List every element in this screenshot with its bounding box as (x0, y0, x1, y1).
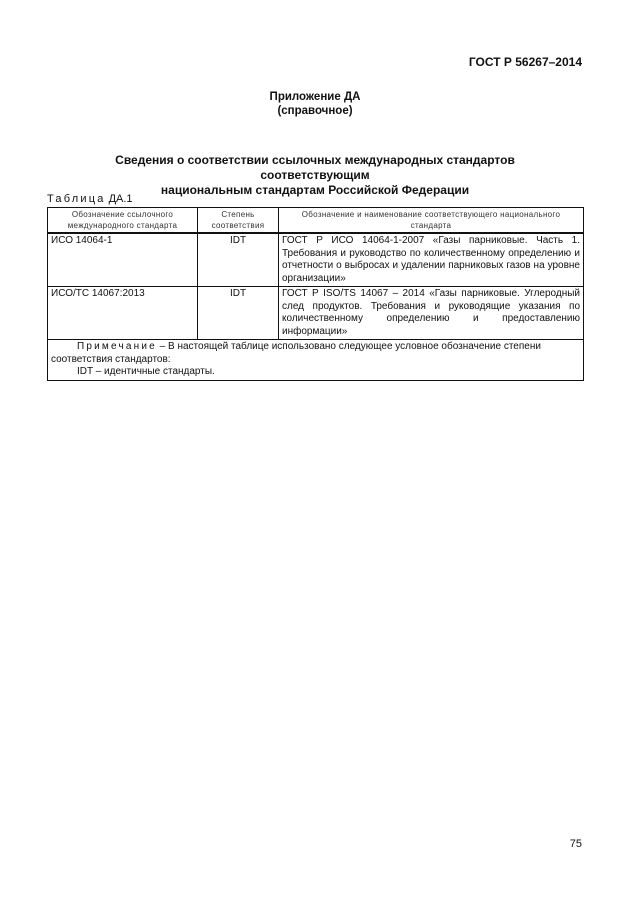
cell-degree: IDT (198, 287, 279, 340)
header-degree (198, 208, 279, 234)
cell-degree: IDT (198, 233, 279, 287)
appendix-subtitle: (справочное) (277, 105, 353, 117)
header-international-standard (48, 208, 198, 234)
table-note-row (48, 340, 584, 381)
table-caption (47, 193, 133, 205)
note-label: Примечание (77, 341, 157, 352)
cell-national: ГОСТ Р ISO/TS 14067 – 2014 «Газы парниковые. Углеродный след продуктов. Требования и руководящие указания по количественному определению и предоставлению информации» (279, 287, 584, 340)
section-title-line2: национальным стандартам Российской Федерации (160, 183, 470, 197)
header-text: соответствия (211, 221, 265, 230)
cell-national: ГОСТ Р ИСО 14064-1-2007 «Газы парниковые. Часть 1. Требования и руководство по количественному определению и отчетности о выбросах и удалении парниковых газов на уровне организации» (279, 233, 584, 287)
note-text: – В настоящей таблице использовано следующее условное обозначение степени соответствия стандартов: (51, 341, 541, 365)
section-title (60, 153, 570, 198)
appendix-heading (0, 90, 630, 118)
note-paragraph (51, 341, 580, 366)
note-legend: IDT – идентичные стандарты. (77, 366, 215, 377)
page-number: 75 (569, 838, 582, 850)
correspondence-table (47, 207, 584, 381)
appendix-title: Приложение ДА (269, 91, 361, 103)
cell-international: ИСО/ТС 14067:2013 (48, 287, 198, 340)
table-row (48, 233, 584, 287)
table-row (48, 287, 584, 340)
document-code: ГОСТ Р 56267–2014 (468, 55, 582, 69)
cell-international: ИСО 14064-1 (48, 233, 198, 287)
header-text: Степень (221, 210, 255, 219)
header-national-standard (279, 208, 584, 234)
section-title-line1: Сведения о соответствии ссылочных международных стандартов соответствующим (115, 153, 515, 182)
table-caption-word: Таблица (47, 193, 106, 205)
header-text: стандарта (410, 221, 452, 230)
table-note (48, 340, 584, 381)
header-text: Обозначение и наименование соответствующего национального (301, 210, 561, 219)
header-text: международного стандарта (67, 221, 178, 230)
table-caption-number: ДА.1 (108, 193, 133, 205)
header-text: Обозначение ссылочного (71, 210, 174, 219)
table-header-row (48, 208, 584, 234)
